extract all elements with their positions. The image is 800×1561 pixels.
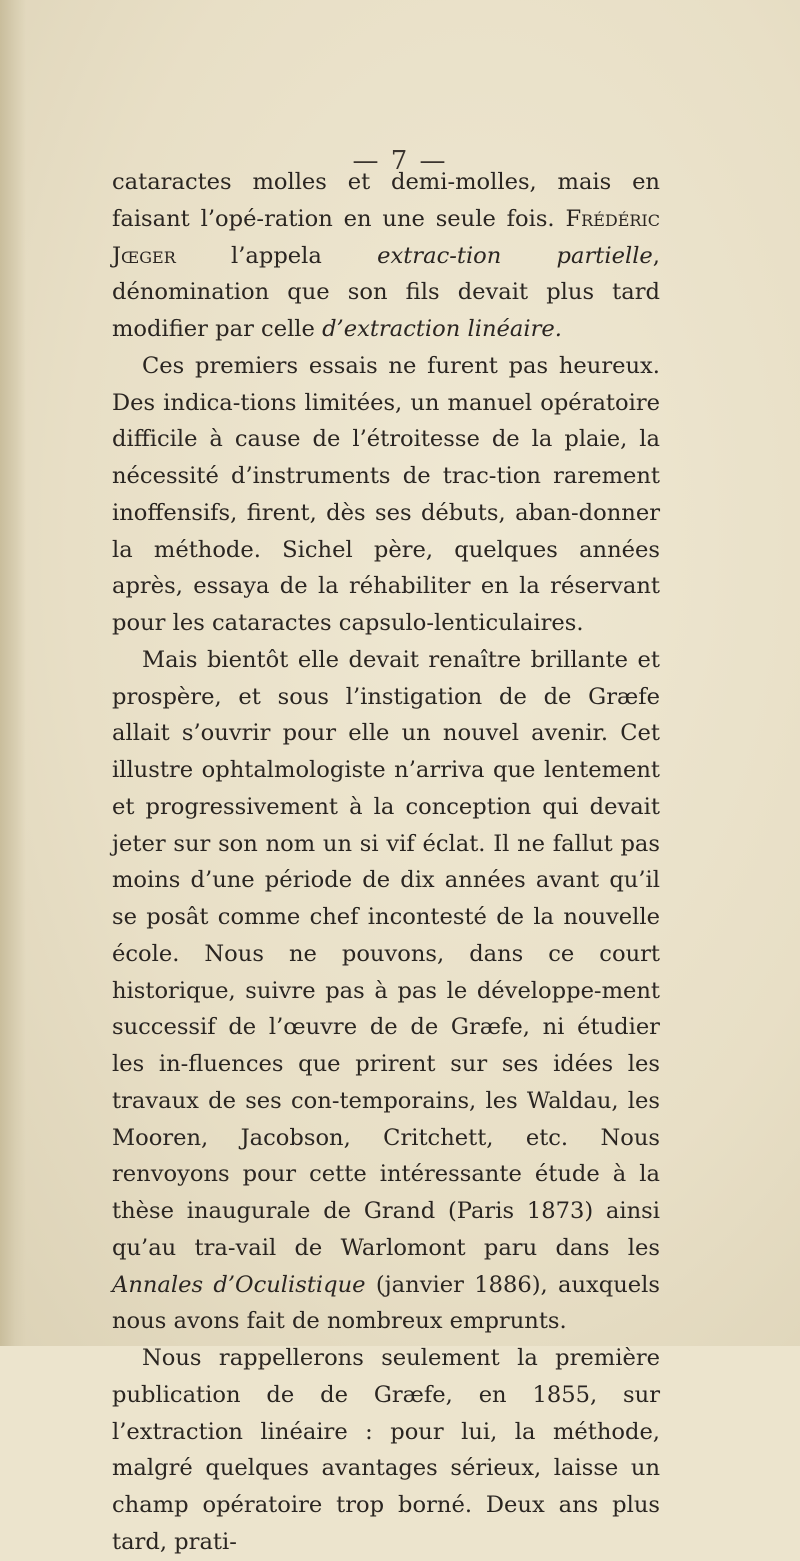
text-run: Nous rappellerons seulement la première publication de de Græfe, en 1855, sur l’extraction linéaire : pour lui, la méthode, malgré quelques avantages sérieux, laisse un champ opératoire trop borné. Deux ans plus tard, prati- — [112, 1345, 660, 1555]
text-run: (janvier 1886), auxquels nous avons fait de nombreux emprunts. — [112, 1271, 661, 1335]
paragraph — [112, 1340, 660, 1561]
text-run: , dénomination que son fils devait plus tard modifier par celle — [112, 242, 660, 342]
text-run: cataractes molles et demi-molles, mais en faisant l’opé-ration en une seule fois. — [112, 169, 660, 232]
body-text — [112, 164, 660, 1561]
italic-text: Annales d’Oculistique — [112, 1271, 366, 1298]
paragraph — [112, 164, 660, 348]
binding-gutter — [0, 0, 26, 1346]
text-run: l’appela — [175, 242, 378, 269]
text-run: Mais bientôt elle devait renaître brillante et prospère, et sous l’instigation de de Græfe allait s’ouvrir pour elle un nouvel avenir. Cet illustre ophtalmologiste n’arriva que lentement et progressivement à la conception qui devait jeter sur son nom un si vif éclat. Il ne fallut pas moins d’une période de dix années avant qu’il se posât comme chef incontesté de la nouvelle école. Nous ne pouvons, dans ce court historique, suivre pas à pas le développe-ment successif de l’œuvre de de Græfe, ni étudier les in-fluences que prirent sur ses idées les travaux de ses con-temporains, les Waldau, les Mooren, Jacobson, Critchett, etc. Nous renvoyons pour cette intéressante étude à la thèse inaugurale de Grand (Paris 1873) ainsi qu’au tra-vail de Warlomont paru dans les — [112, 646, 660, 1261]
page-number: — 7 — — [352, 146, 448, 176]
text-run: Ces premiers essais ne furent pas heureux. Des indica-tions limitées, un manuel opératoire difficile à cause de l’étroitesse de la plaie, la nécessité d’instruments de trac-tion rarement inoffensifs, firent, dès ses débuts, aban-donner la méthode. Sichel père, quelques années après, essaya de la réhabiliter en la réservant pour les cataractes capsulo-lenticulaires. — [112, 352, 660, 636]
small-caps-name: Frédéric Jœger — [112, 205, 660, 269]
paragraph — [112, 642, 660, 1340]
italic-text: extrac-tion partielle — [377, 242, 653, 269]
paragraph — [112, 348, 660, 642]
italic-text: d’extraction linéaire. — [322, 316, 562, 342]
